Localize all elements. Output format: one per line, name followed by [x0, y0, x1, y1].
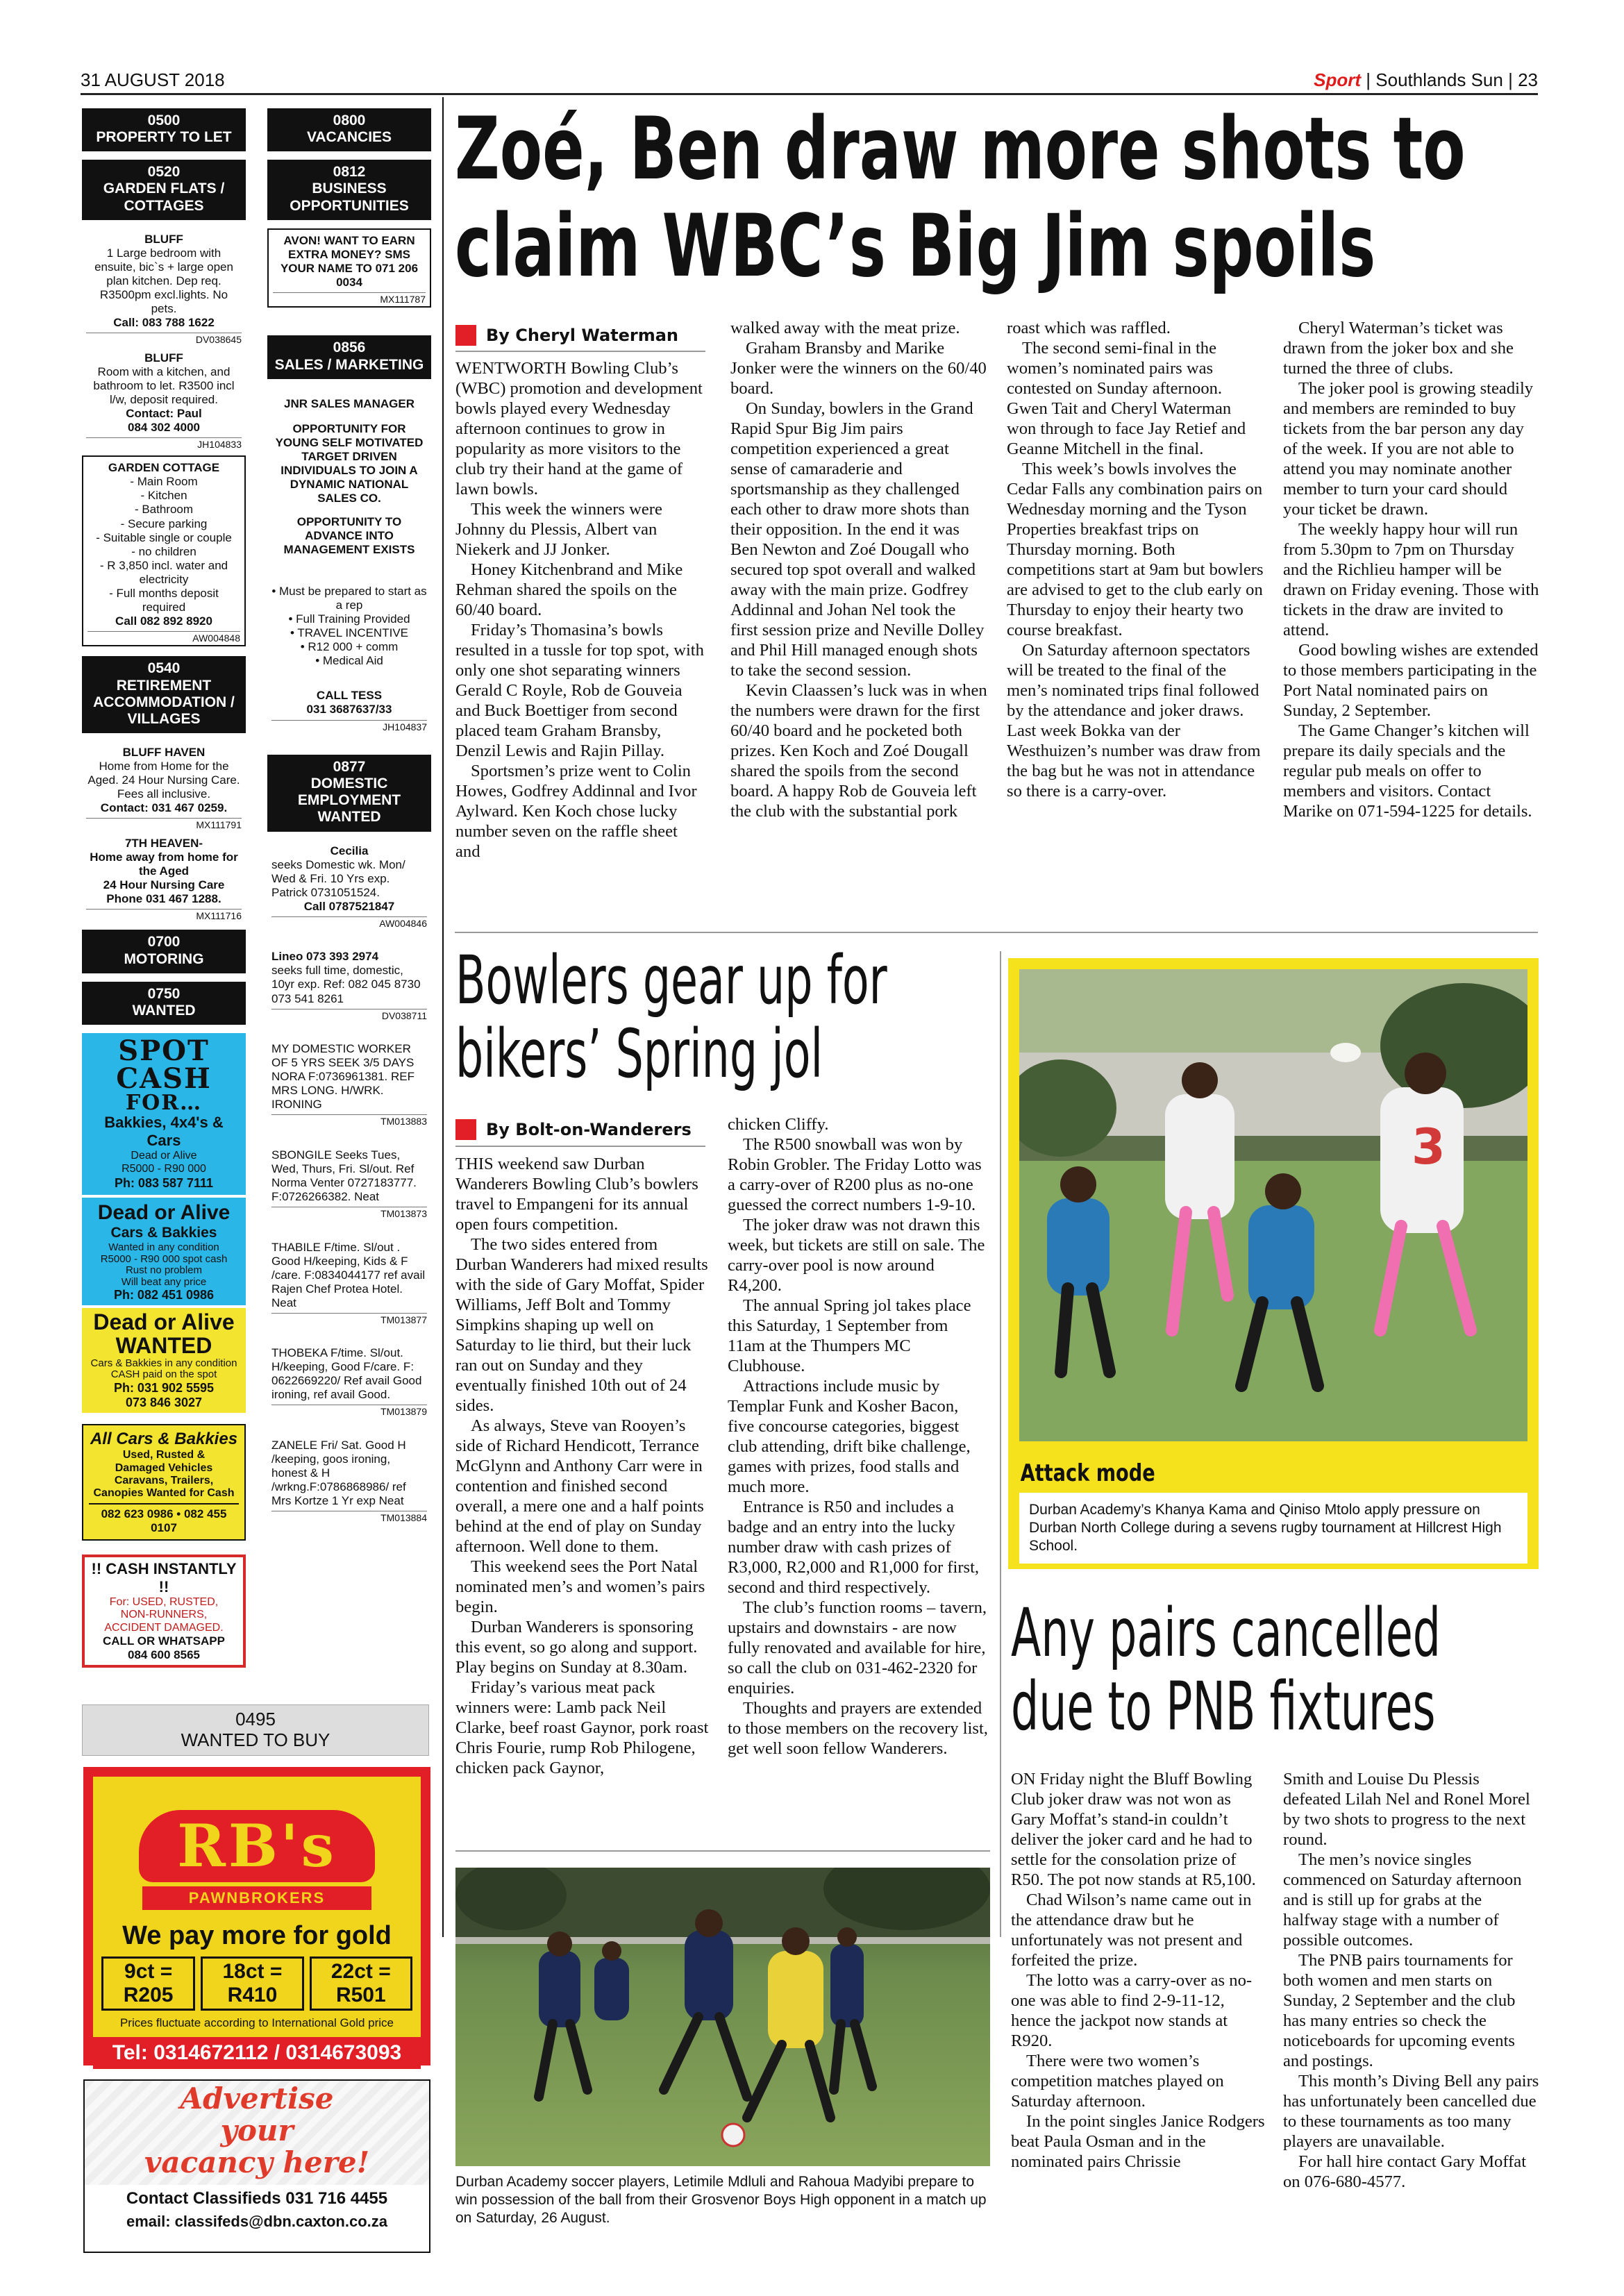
rbs-note: Prices fluctuate according to International Gold price	[119, 2016, 394, 2029]
article-1-column-2	[730, 318, 987, 821]
category-0812: 0812 BUSINESS OPPORTUNITIES	[267, 160, 431, 219]
classifieds-column-1	[82, 108, 246, 1668]
ad-garden-cottage	[82, 455, 246, 646]
paragraph: Friday’s various meat pack winners were: Lamb pack Neil Clarke, beef roast Gaynor, pork roast Chris Fourie, rump Rob Philogene, chicken pack Gaynor,	[455, 1678, 709, 1777]
ad-ref: DV038711	[271, 1009, 427, 1022]
ad-text: R5000 - R90 000	[122, 1162, 206, 1175]
ad-call: CALL TESS 031 3687637/33	[306, 689, 392, 717]
article-1-byline	[455, 325, 678, 346]
ad-headline: Dead or Alive	[97, 1200, 231, 1224]
ad-text: AVON! WANT TO EARN EXTRA MONEY? SMS YOUR NAME TO 071 206 0034	[280, 233, 419, 289]
ad-spot-cash	[82, 1033, 246, 1195]
paragraph: The second semi-final in the women’s nominated pairs was contested on Sunday afternoon. Gwen Tait and Cheryl Waterman won through to face Jay Retief and Geanne Mitchell in the final.	[1007, 339, 1246, 458]
classifieds-column-2	[267, 108, 431, 1525]
paragraph: roast which was raffled.	[1007, 319, 1171, 337]
ad-title: Cecilia	[330, 844, 369, 857]
ad-text: THABILE F/time. Sl/out . Good H/keeping, Kids & F /care. F:0834044177 ref avail Rajen Chef Protea Hotel. Neat	[271, 1240, 426, 1309]
paragraph: The club’s function rooms – tavern, upstairs and downstairs - are now fully renovated and available for hire, so call the club on 031-462-2320 for enquiries.	[728, 1598, 987, 1698]
page-date: 31 AUGUST 2018	[81, 69, 225, 90]
rbs-price-9ct: 9ct = R205	[101, 1956, 195, 2011]
ad-ref: DV038645	[86, 333, 242, 346]
byline-square-icon	[455, 325, 476, 346]
paragraph: Friday’s Thomasina’s bowls resulted in a tussle for top spot, with only one shot separating winners Gerald C Royle, Rob de Gouveia and Buck Boettiger from second placed team Graham Bransby, Denzil Lewis and Rajin Pillay.	[455, 621, 704, 760]
ad-my-domestic	[267, 1038, 431, 1129]
ad-cash-instantly	[82, 1555, 246, 1668]
byline-rule	[455, 351, 705, 352]
paragraph: Graham Bransby and Marike Jonker were the winners on the 60/40 board.	[730, 339, 987, 398]
paragraph: Chad Wilson’s name came out in the attendance draw but he unfortunately was not present and forfeited the prize.	[1011, 1891, 1252, 1970]
column-divider	[442, 97, 444, 1937]
paragraph: On Sunday, bowlers in the Grand Rapid Spur Big Jim pairs competition experienced a great sense of camaraderie and sportsmanship as they challenged each other to draw more shots than their opposition. In the end it was Ben Newton and Zoé Dougall who secured top spot overall and walked away with the main prize. Godfrey Addinnal and Johan Nel took the first session prize and Neville Dolley and Phil Hill managed enough shots to take the second session.	[730, 399, 985, 680]
ad-bluff-2	[82, 347, 246, 452]
rugby-photo-box	[1008, 958, 1539, 1569]
soccer-photo	[455, 1868, 990, 2166]
ad-list: • Must be prepared to start as a rep • Full Training Provided • TRAVEL INCENTIVE • R12 000 + comm • Medical Aid	[271, 585, 427, 668]
ad-title: BLUFF	[144, 232, 183, 246]
article-1-column-4	[1283, 318, 1540, 821]
ad-text: SBONGILE Seeks Tues, Wed, Thurs, Fri. Sl/out. Ref Norma Venter 0727183777. F:0726266382. Neat	[271, 1148, 417, 1203]
article-2-column-1	[455, 1154, 712, 1778]
ad-ref: TM013883	[271, 1114, 427, 1128]
ad-text: Cars & Bakkies in any condition CASH paid on the spot	[90, 1357, 237, 1381]
rbs-logo: RB's	[139, 1810, 375, 1882]
ad-call: Contact: 031 467 0259.	[100, 801, 228, 815]
svg-text:3: 3	[1412, 1118, 1446, 1175]
rbs-telephone: Tel: 0314672112 / 0314673093	[93, 2037, 421, 2069]
category-0495: 0495 WANTED TO BUY	[82, 1704, 429, 1756]
ad-ref: TM013873	[271, 1207, 427, 1220]
paragraph: The joker draw was not drawn this week, but tickets are still on sale. The carry-over pool is now around R4,200.	[728, 1216, 985, 1295]
advertise-email: email: classifeds@dbn.caxton.co.za	[126, 2213, 388, 2230]
ad-ref: AW004846	[271, 916, 427, 930]
page-folio: Sport | Southlands Sun | 23	[1314, 69, 1538, 90]
rbs-prices	[101, 1956, 412, 2011]
ad-text: - Main Room - Kitchen - Bathroom - Secure parking - Suitable single or couple - no children - R 3,850 incl. water and electricity - Full months deposit required	[96, 475, 232, 614]
ad-text: THOBEKA F/time. Sl/out. H/keeping, Good F/care. F: 0622669220/ Ref avail Good ironing, ref avail Good.	[271, 1346, 422, 1402]
section-rule	[455, 1850, 990, 1852]
ad-ref: TM013879	[271, 1405, 427, 1418]
rugby-photo-caption: Durban Academy’s Khanya Kama and Qiniso Mtolo apply pressure on Durban North College during a sevens rugby tournament at Hillcrest High School.	[1019, 1493, 1527, 1564]
byline-square-icon	[455, 1119, 476, 1140]
ad-ref: MX111791	[86, 818, 242, 831]
article-1-column-3	[1007, 318, 1264, 801]
article-2-column-2	[728, 1114, 988, 1759]
ad-phone: Ph: 031 902 5595 073 846 3027	[113, 1380, 215, 1409]
advertise-banner	[85, 2081, 429, 2185]
paragraph: walked away with the meat prize.	[730, 319, 960, 337]
paragraph: This weekend sees the Port Natal nominated men’s and women’s pairs begin.	[455, 1557, 705, 1616]
ad-ref: MX111716	[86, 909, 242, 922]
ad-lineo	[267, 946, 431, 1023]
ad-ref: TM013877	[271, 1313, 427, 1326]
ad-title: 7TH HEAVEN-	[124, 836, 203, 850]
ad-zanele	[267, 1434, 431, 1525]
ad-phone: Ph: 083 587 7111	[114, 1175, 214, 1190]
paragraph: The two sides entered from Durban Wanderers had mixed results with the side of Gary Moffat, Spider Williams, Jeff Bolt and Tommy Simpkins shaping up well on Saturday to lie third, but their luck ran out on Sunday and they eventually finished 10th out of 24 sides.	[455, 1235, 708, 1415]
ad-headline: Dead or Alive	[93, 1309, 235, 1335]
ad-ref: MX111787	[273, 292, 426, 305]
ad-text: Home away from home for the Aged 24 Hour Nursing Care Phone 031 467 1288.	[90, 850, 238, 905]
ad-text: MY DOMESTIC WORKER OF 5 YRS SEEK 3/5 DAYS NORA F:0736961381. REF MRS LONG. H/WRK. IRONING	[271, 1042, 415, 1112]
ad-phone: CALL OR WHATSAPP 084 600 8565	[103, 1634, 225, 1662]
ad-text: Dead or Alive	[131, 1149, 197, 1162]
ad-headline: SPOT	[118, 1034, 210, 1068]
paragraph: This month’s Diving Bell any pairs has unfortunately been cancelled due to these tournaments as too many players are unavailable.	[1283, 2072, 1539, 2151]
paragraph: Smith and Louise Du Plessis defeated Lilah Nel and Ronel Morel by two shots to progress to the next round.	[1283, 1770, 1530, 1849]
paragraph: chicken Cliffy.	[728, 1115, 829, 1134]
paper-name: Southlands Sun	[1375, 69, 1503, 90]
paragraph: Attractions include music by Templar Funk and Kosher Bacon, five concourse categories, biggest club attending, drift bike challenge, games with prizes, food stalls and much more.	[728, 1377, 971, 1496]
paragraph: The annual Spring jol takes place this Saturday, 1 September from 11am at the Thumpers MC Clubhouse.	[728, 1296, 971, 1375]
ad-ref: AW004848	[87, 631, 240, 644]
ad-phone: 082 623 0986 • 082 455 0107	[89, 1503, 239, 1535]
article-3-headline-line-1: Any pairs cancelled	[1011, 1594, 1441, 1672]
ad-text: 1 Large bedroom with ensuite, bic`s + large open plan kitchen. Dep req. R3500pm excl.lights. No pets.	[94, 246, 233, 315]
article-1-column-1	[455, 358, 705, 862]
paragraph: Kevin Claassen’s luck was in when the numbers were drawn for the first 60/40 board and he pocketed both prizes. Ken Koch and Zoé Dougall shared the spoils from the second board. A happy Rob de Gouveia left the club with the substantial pork	[730, 681, 987, 821]
ad-call: Call 0787521847	[303, 899, 395, 913]
ad-text: Used, Rusted & Damaged Vehicles Caravans, Trailers, Canopies Wanted for Cash	[93, 1449, 235, 1500]
paragraph: Thoughts and prayers are extended to those members on the recovery list, get well soon fellow Wanderers.	[728, 1699, 988, 1758]
ad-avon	[267, 228, 431, 308]
ad-thabile	[267, 1237, 431, 1327]
article-3-column-2	[1283, 1769, 1540, 2192]
paragraph: The lotto was a carry-over as no-one was able to find 2-9-11-12, hence the jackpot now stands at R920.	[1011, 1971, 1253, 2050]
paragraph: Honey Kitchenbrand and Mike Rehman shared the spoils on the 60/40 board.	[455, 560, 683, 619]
paragraph: There were two women’s competition matches played on Saturday afternoon.	[1011, 2052, 1224, 2111]
ad-headline: FOR…	[125, 1091, 203, 1116]
byline-rule	[455, 1146, 705, 1147]
ad-text: Wanted in any condition R5000 - R90 000 spot cash Rust no problem Will beat any price	[100, 1241, 228, 1288]
ad-7th-heaven	[82, 832, 246, 923]
ad-text: ZANELE Fri/ Sat. Good H /keeping, goos ironing, honest & H /wrkng.F:0786868986/ ref Mrs Kortze 1 Yr exp Neat	[271, 1438, 406, 1508]
paragraph: The R500 snowball was won by Robin Grobler. The Friday Lotto was a carry-over of R200 plus as no-one guessed the correct numbers 1-9-10.	[728, 1135, 982, 1214]
paragraph: The Game Changer’s kitchen will prepare its daily specials and the regular pub meals on offer to members and visitors. Contact Marike on 071-594-1225 for details.	[1283, 721, 1532, 821]
advertise-vacancy-ad	[83, 2079, 430, 2253]
rbs-subtitle: PAWNBROKERS	[142, 1886, 371, 1910]
soccer-photo-caption: Durban Academy soccer players, Letimile Mdluli and Rahoua Madyibi prepare to win possession of the ball from their Grosvenor Boys High opponent in a match up on Saturday, 26 August.	[455, 2174, 987, 2226]
ad-call: Call 082 892 8920	[115, 614, 212, 628]
ad-text: Home from Home for the Aged. 24 Hour Nursing Care. Fees all inclusive.	[87, 760, 240, 801]
article-2-headline-line-1: Bowlers gear up for	[455, 941, 887, 1019]
ad-title: JNR SALES MANAGER	[284, 396, 415, 410]
ad-ref: JH104833	[86, 437, 242, 451]
category-0700: 0700 MOTORING	[82, 930, 246, 973]
rugby-photo	[1019, 969, 1527, 1441]
ad-dead-or-alive-1	[82, 1195, 246, 1305]
paragraph: Entrance is R50 and includes a badge and an entry into the lucky number draw with cash prizes of R3,000, R2,000 and R1,000 for first, second and third respectively.	[728, 1498, 980, 1597]
header-rule	[81, 93, 1538, 95]
paragraph: THIS weekend saw Durban Wanderers Bowling Club’s bowlers travel to Empangeni for its annual open fours competition.	[455, 1155, 698, 1234]
ad-jnr-sales	[267, 387, 431, 734]
ad-text: Room with a kitchen, and bathroom to let. R3500 incl l/w, deposit required.	[93, 364, 235, 406]
ad-text: seeks Domestic wk. Mon/ Wed & Fri. 10 Yrs exp. Patrick 0731051524.	[271, 857, 405, 899]
ad-subline: Cars & Bakkies	[110, 1225, 217, 1241]
paragraph: In the point singles Janice Rodgers beat Paula Osman and in the nominated pairs Chrissie	[1011, 2112, 1265, 2171]
ad-call: Call: 083 788 1622	[113, 315, 215, 329]
ad-ref: TM013884	[271, 1511, 427, 1524]
rugby-photo-image	[1019, 969, 1527, 1441]
category-0540: 0540 RETIREMENT ACCOMMODATION / VILLAGES	[82, 656, 246, 733]
paragraph: The men’s novice singles commenced on Saturday afternoon and is still up for grabs at the halfway stage with a number of possible outcomes.	[1283, 1850, 1522, 1950]
ad-text: seeks full time, domestic, 10yr exp. Ref: 082 045 8730 073 541 8261	[271, 964, 421, 1005]
ad-text: For: USED, RUSTED, NON-RUNNERS, ACCIDENT DAMAGED.	[104, 1595, 224, 1634]
article-2-headline-line-2: bikers’ Spring jol	[455, 1015, 823, 1093]
paragraph: This week’s bowls involves the Cedar Falls any combination pairs on Wednesday morning and the Tyson Properties breakfast trips on Thursday morning. Both competitions start at 9am but bowlers are advised to get to the club early on Thursday to enjoy their hearty two course breakfast.	[1007, 460, 1264, 639]
rugby-photo-title: Attack mode	[1020, 1459, 1155, 1487]
ad-subline: Bakkies, 4x4's & Cars	[104, 1114, 224, 1149]
byline-author: By Bolt-on-Wanderers	[486, 1120, 692, 1139]
category-0877: 0877 DOMESTIC EMPLOYMENT WANTED	[267, 755, 431, 832]
ad-headline: WANTED	[115, 1332, 212, 1358]
advertise-line-3: vacancy here!	[144, 2145, 370, 2179]
paragraph: As always, Steve van Rooyen’s side of Richard Hendicott, Terrance McGlynn and Anthony Carr were in contention and finished second overall, a mere one and a half points behind at the end of play on Sunday afternoon. Well done to them.	[455, 1416, 704, 1556]
article-3-headline-line-2: due to PNB fixtures	[1011, 1668, 1436, 1745]
paragraph: Good bowling wishes are extended to those members participating in the Port Natal nominated pairs on Sunday, 2 September.	[1283, 641, 1539, 720]
byline-author: By Cheryl Waterman	[486, 326, 679, 345]
paragraph: On Saturday afternoon spectators will be treated to the final of the men’s nominated trips final followed by the attendance and joker draws. Last week Bokka van der Westhuizen’s number was draw from the bag but he was not in attendance so there is a carry-over.	[1007, 641, 1261, 801]
rbs-slogan: We pay more for gold	[122, 1921, 392, 1950]
ad-title: GARDEN COTTAGE	[108, 461, 220, 475]
ad-title: Lineo 073 393 2974	[271, 950, 379, 964]
ad-phone: Ph: 082 451 0986	[113, 1288, 215, 1302]
ad-headline: CASH	[116, 1062, 212, 1096]
ad-headline: !! CASH INSTANTLY !!	[91, 1559, 237, 1595]
paragraph: Sportsmen’s prize went to Colin Howes, Godfrey Addinnal and Ivor Aylward. Ken Koch chose lucky number seven on the raffle sheet and	[455, 762, 697, 861]
rbs-price-18ct: 18ct = R410	[201, 1956, 303, 2011]
ad-bluff-1	[82, 228, 246, 347]
ad-call: Contact: Paul 084 302 4000	[126, 406, 202, 434]
ad-cecilia	[267, 840, 431, 931]
column-divider	[1000, 951, 1001, 1937]
soccer-photo-image	[455, 1868, 990, 2166]
article-2-byline	[455, 1119, 692, 1140]
ad-text: OPPORTUNITY TO ADVANCE INTO MANAGEMENT EXISTS	[283, 515, 415, 557]
section-name: Sport	[1314, 69, 1362, 90]
category-0500: 0500 PROPERTY TO LET	[82, 108, 246, 151]
section-rule	[455, 932, 1538, 933]
rbs-price-22ct: 22ct = R501	[310, 1956, 412, 2011]
category-0856: 0856 SALES / MARKETING	[267, 335, 431, 378]
category-0750: 0750 WANTED	[82, 982, 246, 1025]
ad-headline: All Cars & Bakkies	[90, 1429, 238, 1448]
advertise-line-2: your	[220, 2113, 294, 2147]
paragraph: The weekly happy hour will run from 5.30pm to 7pm on Thursday and the Richlieu hamper will be drawn on Friday evening. Those with tickets in the draw are invited to attend.	[1283, 520, 1539, 639]
advertise-line-1: Advertise	[180, 2081, 334, 2115]
ad-text: OPPORTUNITY FOR YOUNG SELF MOTIVATED TARGET DRIVEN INDIVIDUALS TO JOIN A DYNAMIC NATIONAL SALES CO.	[275, 421, 424, 505]
paragraph: The PNB pairs tournaments for both women and men starts on Sunday, 2 September and the club has many entries so check the noticeboards for upcoming events and postings.	[1283, 1951, 1516, 2070]
ad-dead-or-alive-2	[82, 1305, 246, 1413]
ad-ref: JH104837	[271, 720, 427, 733]
rbs-pawnbrokers-ad	[83, 1767, 430, 2065]
article-1-headline-line-2: claim WBC’s Big Jim spoils	[455, 196, 1376, 296]
ad-title: BLUFF HAVEN	[122, 745, 206, 759]
paragraph: For hall hire contact Gary Moffat on 076-680-4577.	[1283, 2152, 1527, 2191]
ad-sbongile	[267, 1144, 431, 1221]
paragraph: The joker pool is growing steadily and members are reminded to buy tickets from the bar person any day of the week. If you are not able to attend you may nominate another member to turn your card should your ticket be drawn.	[1283, 379, 1534, 519]
paragraph: Durban Wanderers is sponsoring this event, so go along and support. Play begins on Sunday at 8.30am.	[455, 1618, 698, 1677]
advertise-contact: Contact Classifieds 031 716 4455	[126, 2189, 388, 2208]
paragraph: WENTWORTH Bowling Club’s (WBC) promotion and development bowls played every Wednesday afternoon continues to grow in popularity as more visitors to the club try their hand at the game of lawn bowls.	[455, 359, 703, 498]
paragraph: ON Friday night the Bluff Bowling Club joker draw was not won as Gary Moffat’s stand-in couldn’t deliver the joker card and he had to settle for the consolation prize of R50. The pot now stands at R5,100.	[1011, 1770, 1256, 1889]
category-0520: 0520 GARDEN FLATS / COTTAGES	[82, 160, 246, 219]
paragraph: This week the winners were Johnny du Plessis, Albert van Niekerk and JJ Jonker.	[455, 500, 662, 559]
paragraph: Cheryl Waterman’s ticket was drawn from the joker box and she turned the three of clubs.	[1283, 319, 1514, 378]
ad-title: BLUFF	[144, 351, 183, 364]
ad-bluff-haven	[82, 741, 246, 832]
category-0800: 0800 VACANCIES	[267, 108, 431, 151]
page-number: 23	[1518, 69, 1538, 90]
article-3-column-1	[1011, 1769, 1268, 2172]
ad-all-cars	[82, 1424, 246, 1541]
ad-thobeka	[267, 1342, 431, 1419]
article-1-headline-line-1: Zoé, Ben draw more shots to	[455, 99, 1466, 199]
